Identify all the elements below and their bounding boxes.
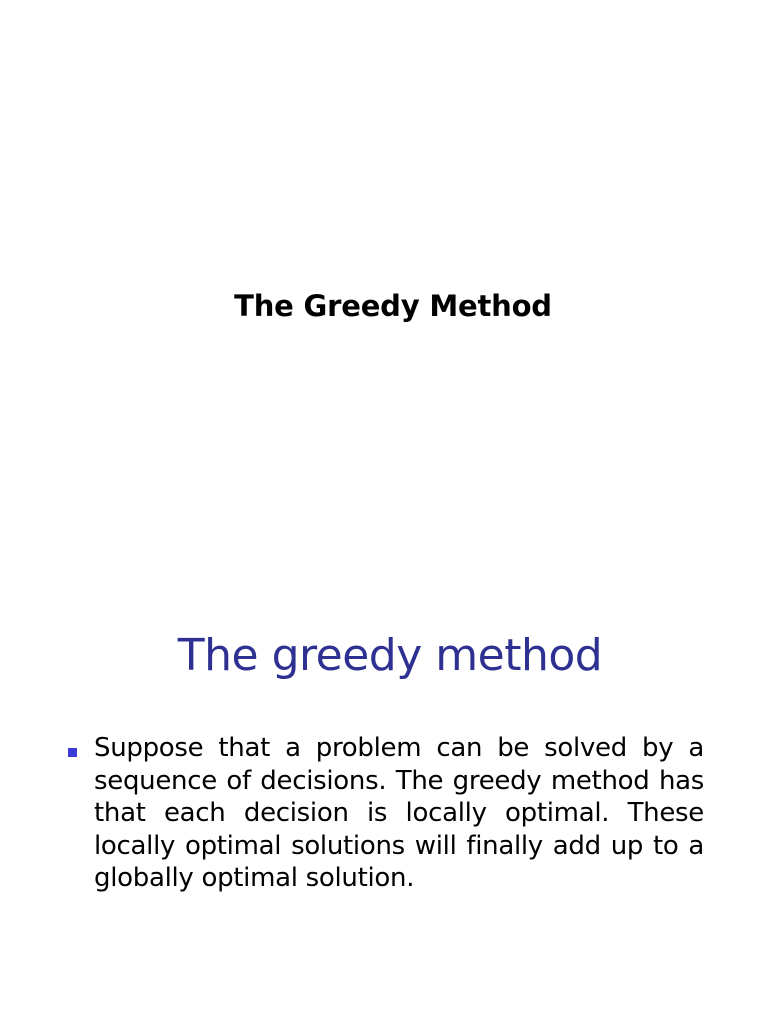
- bullet-list: [64, 732, 704, 895]
- section-title: The Greedy Method: [234, 289, 552, 323]
- slide-heading: The greedy method: [177, 630, 603, 681]
- bullet-item: [64, 732, 704, 895]
- bullet-text: Suppose that a problem can be solved by a sequence of decisions. The greedy method has that each decision is locally optimal. These locally optimal solutions will finally add up to a globally optimal solution.: [94, 733, 704, 893]
- square-bullet-icon: [68, 748, 77, 757]
